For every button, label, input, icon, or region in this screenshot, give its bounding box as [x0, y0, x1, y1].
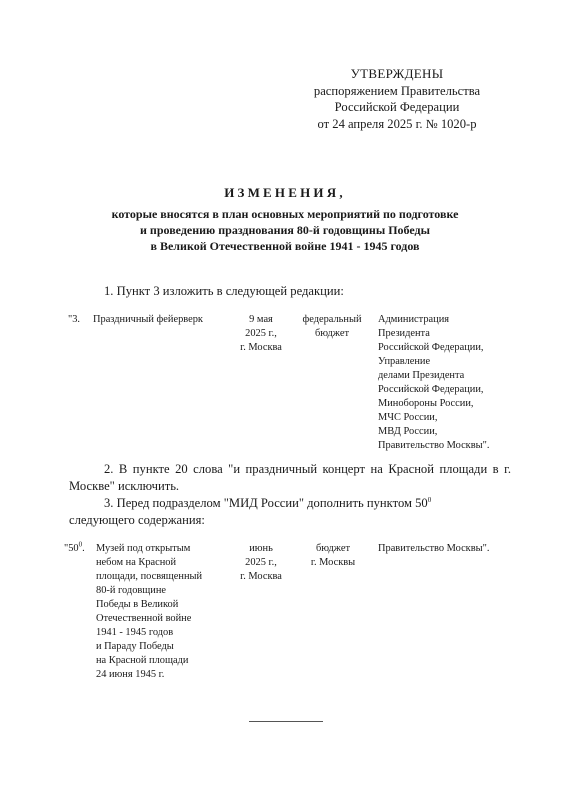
document-subtitle [60, 206, 510, 254]
date-line: 2025 г., [245, 328, 277, 339]
approval-line: распоряжением Правительства [313, 83, 481, 98]
approval-heading: УТВЕРЖДЕНЫ [350, 66, 444, 81]
event-date-place [230, 313, 292, 355]
responsible-line: МЧС России, [378, 412, 438, 423]
responsible-line: Администрация [378, 314, 450, 325]
closing-divider [249, 721, 323, 722]
responsible-line: Российской Федерации, [378, 342, 484, 353]
row-number-text: "50 [64, 543, 79, 554]
date-line: июнь [249, 543, 273, 554]
row-number [64, 542, 85, 556]
item3-text-end: следующего содержания: [69, 513, 205, 527]
place-line: г. Москва [240, 342, 282, 353]
approval-stamp [292, 66, 502, 132]
responsible-line: Управление [378, 356, 431, 367]
source-line: федеральный [302, 314, 362, 325]
responsible-line: делами Президента [378, 370, 465, 381]
row-number-suffix: . [82, 543, 85, 554]
paragraph-item-2: 2. В пункте 20 слова "и праздничный концерт на Красной площади в г. Москве" исключить. [69, 462, 511, 493]
superscript: 0 [78, 540, 83, 549]
responsible-bodies: Правительство Москвы". [378, 543, 490, 554]
subtitle-line: которые вносятся в план основных мероприятий по подготовке [111, 207, 459, 221]
source-line: г. Москвы [310, 557, 356, 568]
superscript: 0 [427, 495, 432, 504]
approval-date-number: от 24 апреля 2025 г. № 1020-р [317, 116, 477, 131]
responsible-line: Правительство Москвы". [378, 440, 490, 451]
name-line: Победы в Великой [96, 599, 179, 610]
date-line: 2025 г., [245, 557, 277, 568]
name-line: небом на Красной [96, 557, 177, 568]
subtitle-line: и проведению празднования 80-й годовщины Победы [139, 223, 430, 237]
row-number: "3. [68, 314, 81, 325]
event-name: Праздничный фейерверк [93, 314, 203, 325]
name-line: Музей под открытым [96, 543, 191, 554]
table-row-item-50 [0, 542, 570, 682]
responsible-line: Президента [378, 328, 430, 339]
place-line: г. Москва [240, 571, 282, 582]
name-line: Отечественной войне [96, 613, 192, 624]
paragraph-item-3 [69, 495, 511, 529]
source-line: бюджет [315, 543, 350, 554]
responsible-bodies [378, 313, 518, 453]
name-line: 24 июня 1945 г. [96, 669, 165, 680]
responsible-line: МВД России, [378, 426, 438, 437]
name-line: площади, посвященный [96, 571, 203, 582]
document-title: ИЗМЕНЕНИЯ, [224, 185, 346, 200]
responsible-line: Минобороны России, [378, 398, 474, 409]
source-line: бюджет [314, 328, 349, 339]
name-line: 80-й годовщине [96, 585, 167, 596]
item3-text-start: 3. Перед подразделом "МИД России" дополнить пунктом 50 [104, 496, 428, 510]
responsible-line: Российской Федерации, [378, 384, 484, 395]
event-name [96, 542, 228, 682]
subtitle-line: в Великой Отечественной войне 1941 - 1945 годов [150, 239, 420, 253]
table-row-item-3 [0, 313, 570, 453]
event-date-place [232, 542, 290, 584]
name-line: на Красной площади [96, 655, 189, 666]
funding-source [298, 542, 368, 570]
name-line: и Параду Победы [96, 641, 174, 652]
name-line: 1941 - 1945 годов [96, 627, 174, 638]
paragraph-item-1: 1. Пункт 3 изложить в следующей редакции: [104, 284, 344, 298]
approval-line: Российской Федерации [334, 100, 460, 114]
date-line: 9 мая [249, 314, 273, 325]
funding-source [295, 313, 369, 341]
